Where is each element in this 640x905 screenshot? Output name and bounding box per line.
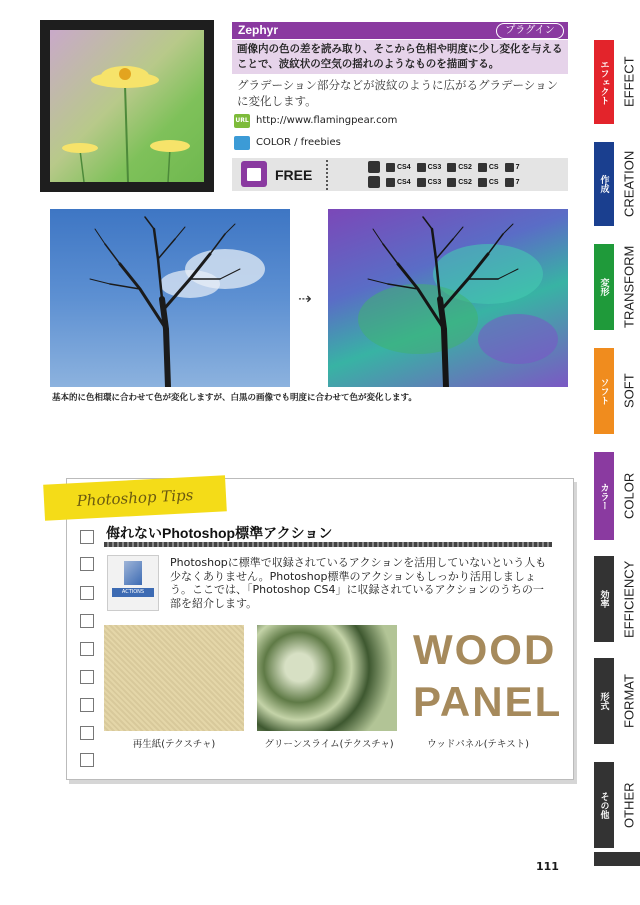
photo-caption: 基本的に色相環に合わせて色が変化しますが、白黒の画像でも明度に合わせて色が変化します。 xyxy=(52,393,417,403)
tab-en-label: COLOR xyxy=(621,472,637,520)
tab-en-label: EFFICIENCY xyxy=(621,560,637,638)
folder-icon xyxy=(234,136,250,150)
windows-icon xyxy=(368,176,380,188)
tab-en-label: CREATION xyxy=(621,150,637,218)
header-photo xyxy=(40,20,214,192)
before-photo xyxy=(50,209,290,387)
recycled-paper-thumbnail xyxy=(104,625,244,731)
compat-item: CS3 xyxy=(417,163,442,172)
tab-effect[interactable] xyxy=(594,40,640,124)
compat-item: CS xyxy=(478,178,499,187)
checkbox-decoration xyxy=(80,557,94,571)
compat-item: CS2 xyxy=(447,178,472,187)
checkbox-decoration xyxy=(80,530,94,544)
tips-heading: 侮れないPhotoshop標準アクション xyxy=(106,525,333,541)
tab-jp-label: 形式 xyxy=(598,692,609,710)
checkbox-decoration xyxy=(80,642,94,656)
actions-cube xyxy=(124,561,142,585)
arrow-right-icon: ⇢ xyxy=(298,289,312,308)
checkbox-decoration xyxy=(80,726,94,740)
category-text: COLOR / freebies xyxy=(256,137,341,148)
tab-color[interactable] xyxy=(594,452,640,540)
tab-jp-label: その他 xyxy=(598,791,609,819)
url-link[interactable]: http://www.flamingpear.com xyxy=(256,115,398,126)
compat-item: CS xyxy=(478,163,499,172)
lead-text: 画像内の色の差を読み取り、そこから色相や明度に少し変化を与えることで、波紋状の空気の揺れのようなものを描画する。 xyxy=(237,43,563,70)
tab-format[interactable] xyxy=(594,658,640,744)
compat-item: 7 xyxy=(505,163,520,172)
compat-mac-row xyxy=(368,161,520,173)
description-text: グラデーション部分などが波紋のように広がるグラデーションに変化します。 xyxy=(237,78,559,108)
compat-win-row xyxy=(368,176,520,188)
tab-other[interactable] xyxy=(594,762,640,848)
tab-en-label: TRANSFORM xyxy=(621,245,637,329)
tab-jp-label: 作成 xyxy=(598,175,609,193)
tab-transform[interactable] xyxy=(594,244,640,330)
flower-image xyxy=(50,30,204,182)
ps-icon xyxy=(505,163,514,172)
tips-label: Photoshop Tips xyxy=(43,475,227,520)
tab-creation[interactable] xyxy=(594,142,640,226)
plugin-badge: プラグイン xyxy=(496,23,564,39)
compat-item: CS4 xyxy=(386,178,411,187)
compat-item: CS3 xyxy=(417,178,442,187)
ps-icon xyxy=(478,163,487,172)
tab-en-label: OTHER xyxy=(621,782,637,828)
ps-icon xyxy=(478,178,487,187)
ps-icon xyxy=(386,163,395,172)
wood-panel-thumbnail xyxy=(413,625,563,731)
ps-icon xyxy=(447,163,456,172)
tab-end-bar xyxy=(594,852,640,866)
ps-icon xyxy=(447,178,456,187)
ps-icon xyxy=(417,163,426,172)
checkbox-decoration xyxy=(80,614,94,628)
ps-icon xyxy=(386,178,395,187)
compat-item: CS2 xyxy=(447,163,472,172)
checkbox-decoration xyxy=(80,586,94,600)
actions-icon xyxy=(107,555,159,611)
checkbox-decoration xyxy=(80,753,94,767)
compat-item: 7 xyxy=(505,178,520,187)
tab-jp-label: エフェクト xyxy=(598,59,609,105)
compat-item: CS4 xyxy=(386,163,411,172)
wood-text-line2: PANEL xyxy=(413,678,563,725)
price-label: FREE xyxy=(275,167,313,183)
ps-icon xyxy=(505,178,514,187)
tab-en-label: SOFT xyxy=(621,373,637,409)
thumb-caption: ウッドパネル(テキスト) xyxy=(427,739,529,750)
download-box-icon xyxy=(241,161,267,187)
wood-text-line1: WOOD xyxy=(413,626,557,673)
url-icon: URL xyxy=(234,114,250,128)
tab-en-label: EFFECT xyxy=(621,56,637,108)
heading-underline xyxy=(104,542,552,547)
tab-jp-label: カラー xyxy=(598,482,609,510)
mac-os-icon xyxy=(368,161,380,173)
plugin-title: Zephyr xyxy=(238,23,279,37)
green-slime-thumbnail xyxy=(257,625,397,731)
ps-icon xyxy=(417,178,426,187)
tab-jp-label: 効率 xyxy=(598,590,609,608)
tab-en-label: FORMAT xyxy=(621,674,637,728)
tab-soft[interactable] xyxy=(594,348,640,434)
page-number: 111 xyxy=(536,860,559,873)
tab-jp-label: ソフト xyxy=(598,377,609,405)
tab-jp-label: 変形 xyxy=(598,278,609,296)
thumb-caption: 再生紙(テクスチャ) xyxy=(132,739,216,750)
actions-icon-label: ACTIONS xyxy=(112,588,154,597)
after-photo xyxy=(328,209,568,387)
checkbox-decoration xyxy=(80,670,94,684)
tab-efficiency[interactable] xyxy=(594,556,640,642)
checkbox-decoration xyxy=(80,698,94,712)
thumb-caption: グリーンスライム(テクスチャ) xyxy=(264,739,394,750)
tips-body: Photoshopに標準で収録されているアクションを活用していないという人も少なくありません。Photoshop標準のアクションもしっかり活用しましょう。ここでは、「Photoshop CS4」に収録されているアクションのうちの一部を紹介します。 xyxy=(170,556,547,610)
divider xyxy=(326,160,328,190)
